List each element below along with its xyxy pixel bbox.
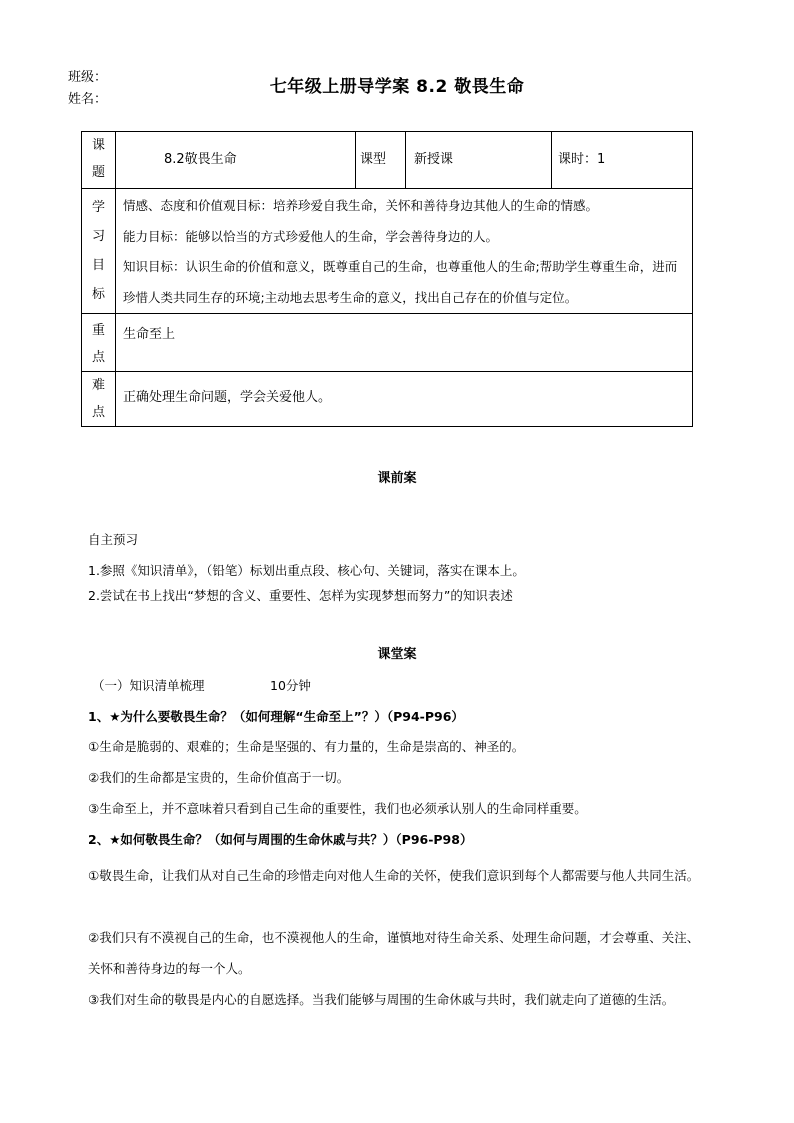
goals-content — [116, 189, 693, 314]
page-title: 七年级上册导学案 8.2 敬畏生命 — [269, 77, 525, 97]
difficulty-row — [82, 372, 693, 427]
q1-point: ②我们的生命都是宝贵的，生命价值高于一切。 — [88, 770, 350, 785]
self-preview-heading: 自主预习 — [88, 532, 139, 547]
difficulty-value-text: 正确处理生命问题，学会关爱他人。 — [123, 390, 332, 405]
key-label-char: 重 — [91, 323, 105, 338]
key-label-char: 点 — [91, 350, 105, 365]
goals-label-char: 学 — [91, 200, 105, 215]
section-title: （一）知识清单梳理 — [92, 678, 205, 693]
type-value — [406, 132, 552, 189]
lesson-info-table — [81, 131, 693, 427]
goals-label-char: 标 — [91, 287, 105, 302]
key-row — [82, 314, 693, 372]
inclass-heading: 课堂案 — [377, 647, 417, 662]
topic-value-text: 8.2敬畏生命 — [164, 152, 237, 167]
key-label — [82, 314, 116, 372]
difficulty-label-char: 点 — [91, 405, 105, 420]
goals-row — [82, 189, 693, 314]
question-1: 1、★为什么要敬畏生命？（如何理解“生命至上”？）（P94-P96） — [88, 709, 464, 724]
key-value-text: 生命至上 — [123, 327, 176, 342]
q1-point: ③生命至上，并不意味着只看到自己生命的重要性，我们也必须承认别人的生命同样重要。 — [88, 801, 587, 816]
name-label: 姓名： — [68, 92, 108, 107]
hours-value — [552, 132, 693, 189]
question-2: 2、★如何敬畏生命？（如何与周围的生命休戚与共？）（P96-P98） — [88, 832, 473, 847]
topic-row — [82, 132, 693, 189]
type-label — [356, 132, 406, 189]
type-label-text: 课型 — [360, 152, 387, 167]
goals-label — [82, 189, 116, 314]
q2-point: ③我们对生命的敬畏是内心的自愿选择。当我们能够与周围的生命休戚与共时，我们就走向了道德的生活。 — [88, 992, 675, 1007]
q2-point: ①敬畏生命，让我们从对自己生命的珍惜走向对他人生命的关怀，使我们意识到每个人都需要与他人共同生活。 — [88, 868, 700, 883]
difficulty-label — [82, 372, 116, 427]
q2-point: ②我们只有不漠视自己的生命，也不漠视他人的生命，谨慎地对待生命关系、处理生命问题，才会尊重、关注、关怀和善待身边的每一个人。 — [88, 930, 700, 976]
key-value — [116, 314, 693, 372]
section-duration: 10分钟 — [270, 678, 311, 693]
goal-knowledge: 知识目标：认识生命的价值和意义，既尊重自己的生命，也尊重他人的生命;帮助学生尊重生命，进而珍惜人类共同生存的环境;主动地去思考生命的意义，找出自己存在的价值与定位。 — [123, 259, 678, 305]
hours-text: 课时：1 — [558, 152, 606, 167]
goals-label-char: 目 — [91, 258, 105, 273]
preview-item: 2.尝试在书上找出“梦想的含义、重要性、怎样为实现梦想而努力”的知识表述 — [88, 588, 513, 603]
preview-item: 1.参照《知识清单》，（铅笔）标划出重点段、核心句、关键词，落实在课本上。 — [88, 563, 525, 578]
difficulty-label-char: 难 — [91, 378, 105, 393]
goals-label-char: 习 — [91, 229, 105, 244]
type-value-text: 新授课 — [414, 152, 454, 167]
difficulty-value — [116, 372, 693, 427]
topic-label-char: 课 — [91, 138, 105, 153]
q1-point: ①生命是脆弱的、艰难的；生命是坚强的、有力量的，生命是崇高的、神圣的。 — [88, 739, 525, 754]
topic-label-char: 题 — [91, 165, 105, 180]
goal-emotion: 情感、态度和价值观目标：培养珍爱自我生命，关怀和善待身边其他人的生命的情感。 — [123, 198, 599, 213]
goal-ability: 能力目标：能够以恰当的方式珍爱他人的生命，学会善待身边的人。 — [123, 228, 499, 244]
class-label: 班级： — [68, 70, 108, 85]
topic-label — [82, 132, 116, 189]
topic-value — [116, 132, 356, 189]
preclass-heading: 课前案 — [377, 471, 417, 486]
